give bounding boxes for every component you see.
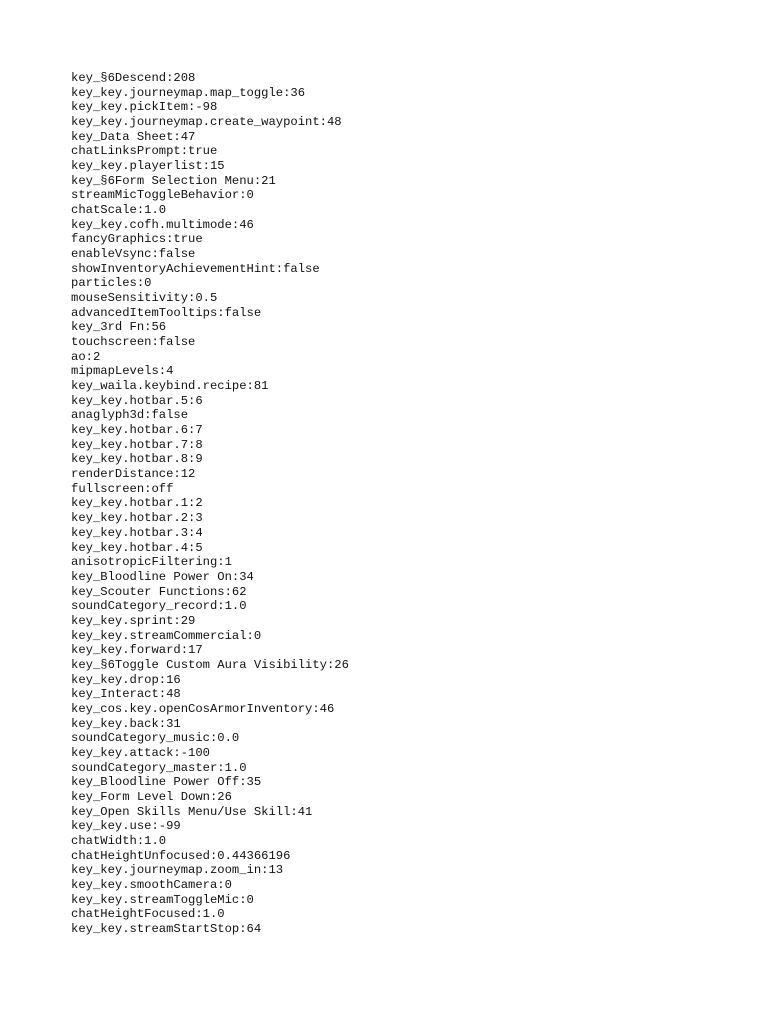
text-line: key_key.use:-99	[71, 819, 181, 834]
options-text-block	[71, 71, 751, 937]
text-line: key_key.smoothCamera:0	[71, 877, 232, 892]
text-line: chatWidth:1.0	[71, 833, 167, 848]
text-line: key_key.forward:17	[71, 643, 203, 658]
text-line: key_key.playerlist:15	[71, 159, 225, 174]
text-line: renderDistance:12	[71, 467, 196, 482]
text-line: enableVsync:false	[71, 247, 196, 262]
text-line: key_key.hotbar.2:3	[71, 511, 203, 526]
text-line: chatHeightFocused:1.0	[71, 907, 225, 922]
text-line: key_key.streamToggleMic:0	[71, 892, 254, 907]
text-line: key_key.journeymap.zoom_in:13	[71, 863, 284, 878]
text-line: key_3rd Fn:56	[71, 320, 167, 335]
text-line: key_cos.key.openCosArmorInventory:46	[71, 701, 335, 716]
text-line: soundCategory_master:1.0	[71, 760, 247, 775]
text-line: key_key.drop:16	[71, 672, 181, 687]
text-line: key_key.hotbar.3:4	[71, 525, 203, 540]
text-line: key_§6Toggle Custom Aura Visibility:26	[71, 657, 349, 672]
text-line: key_key.journeymap.map_toggle:36	[71, 85, 306, 100]
text-line: key_key.hotbar.1:2	[71, 496, 203, 511]
text-line: mouseSensitivity:0.5	[71, 291, 218, 306]
text-line: key_key.pickItem:-98	[71, 100, 218, 115]
text-line: key_Form Level Down:26	[71, 789, 232, 804]
text-line: key_key.cofh.multimode:46	[71, 217, 254, 232]
text-line: key_Bloodline Power On:34	[71, 569, 254, 584]
text-line: streamMicToggleBehavior:0	[71, 188, 254, 203]
text-line: advancedItemTooltips:false	[71, 305, 262, 320]
text-line: key_key.hotbar.8:9	[71, 452, 203, 467]
text-line: chatScale:1.0	[71, 203, 167, 218]
text-line: key_key.hotbar.4:5	[71, 540, 203, 555]
text-line: key_waila.keybind.recipe:81	[71, 379, 269, 394]
text-line: key_key.sprint:29	[71, 613, 196, 628]
text-line: key_key.journeymap.create_waypoint:48	[71, 115, 342, 130]
text-line: touchscreen:false	[71, 335, 196, 350]
text-line: key_key.hotbar.6:7	[71, 423, 203, 438]
text-line: key_Interact:48	[71, 687, 181, 702]
text-line: key_§6Descend:208	[71, 71, 196, 85]
text-line: key_key.attack:-100	[71, 745, 210, 760]
text-line: key_key.streamStartStop:64	[71, 921, 262, 936]
text-line: key_Data Sheet:47	[71, 129, 196, 144]
text-line: key_Bloodline Power Off:35	[71, 775, 262, 790]
text-line: ao:2	[71, 349, 101, 364]
text-line: soundCategory_music:0.0	[71, 731, 240, 746]
text-line: particles:0	[71, 276, 152, 291]
text-line: chatLinksPrompt:true	[71, 144, 218, 159]
text-line: soundCategory_record:1.0	[71, 599, 247, 614]
text-line: key_Open Skills Menu/Use Skill:41	[71, 804, 313, 819]
text-line: fancyGraphics:true	[71, 232, 203, 247]
text-line: anaglyph3d:false	[71, 408, 189, 423]
text-line: key_key.streamCommercial:0	[71, 628, 262, 643]
text-line: fullscreen:off	[71, 481, 174, 496]
text-line: mipmapLevels:4	[71, 364, 174, 379]
text-line: key_key.hotbar.5:6	[71, 393, 203, 408]
text-line: key_key.hotbar.7:8	[71, 437, 203, 452]
text-line: key_§6Form Selection Menu:21	[71, 173, 276, 188]
text-line: key_key.back:31	[71, 716, 181, 731]
text-line: anisotropicFiltering:1	[71, 555, 232, 570]
document-page	[71, 71, 751, 937]
text-line: chatHeightUnfocused:0.44366196	[71, 848, 291, 863]
text-line: showInventoryAchievementHint:false	[71, 261, 320, 276]
text-line: key_Scouter Functions:62	[71, 584, 247, 599]
